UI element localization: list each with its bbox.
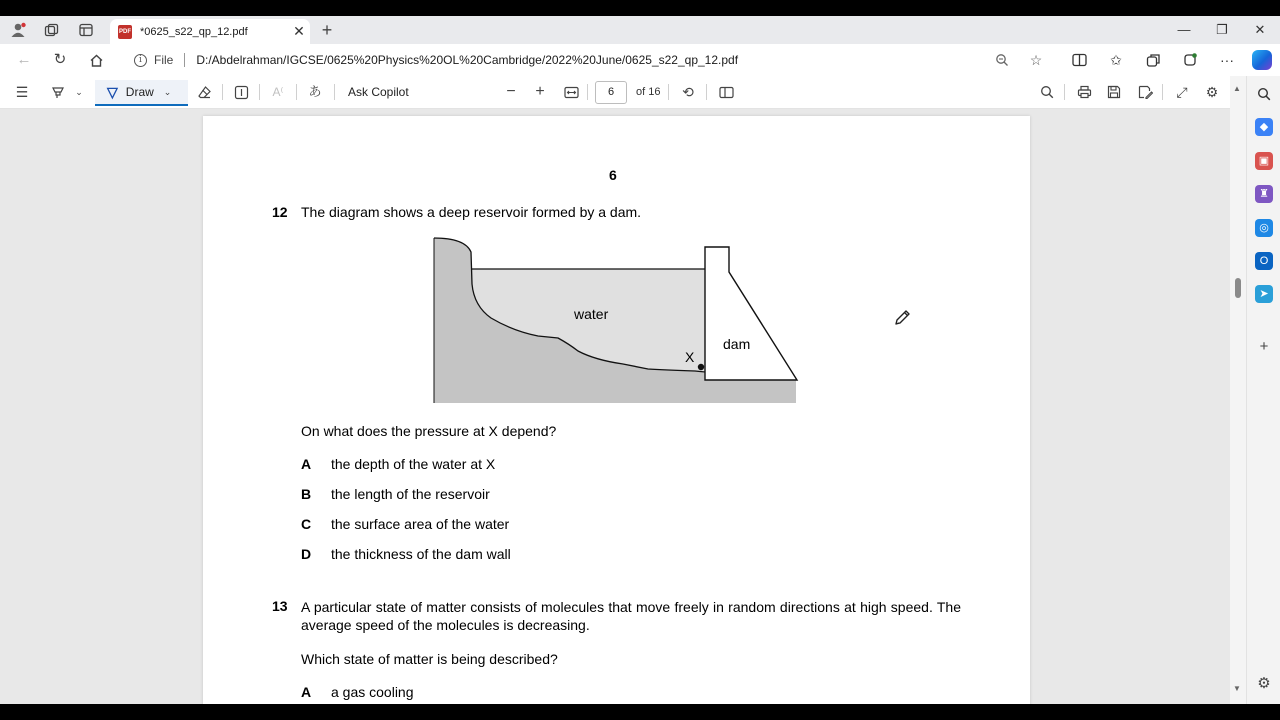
dam-shape bbox=[705, 247, 797, 380]
question-12-prompt: On what does the pressure at X depend? bbox=[301, 423, 557, 439]
toolbar-divider bbox=[1064, 84, 1065, 100]
pen-icon: ▽ bbox=[107, 83, 118, 100]
translate-icon[interactable]: あ bbox=[308, 84, 322, 99]
toolbar-divider bbox=[1162, 84, 1163, 100]
print-icon[interactable] bbox=[1074, 83, 1094, 101]
question-12-number: 12 bbox=[272, 204, 288, 220]
minimize-button[interactable]: — bbox=[1177, 22, 1191, 37]
tools-icon[interactable]: ▣ bbox=[1255, 152, 1273, 170]
read-aloud-icon: A⁽ bbox=[272, 85, 284, 99]
option-b-letter: B bbox=[301, 486, 312, 502]
save-as-icon[interactable] bbox=[1135, 83, 1155, 101]
text-box-icon[interactable] bbox=[231, 83, 251, 101]
option-a-text: the depth of the water at X bbox=[331, 456, 496, 472]
point-x-label: X bbox=[685, 349, 695, 365]
refresh-icon[interactable]: ↻ bbox=[53, 51, 67, 68]
option-d-letter: D bbox=[301, 546, 312, 562]
close-window-button[interactable]: ✕ bbox=[1254, 22, 1266, 37]
question-13-text: A particular state of matter consists of molecules that move freely in random directions at high speed. The average speed of the molecules is decreasing. bbox=[301, 599, 961, 633]
maximize-button[interactable]: ❐ bbox=[1216, 22, 1228, 37]
page-view-icon[interactable] bbox=[715, 83, 737, 101]
page-number: 6 bbox=[609, 167, 617, 183]
split-screen-icon[interactable] bbox=[1068, 50, 1090, 70]
sidebar-settings-icon[interactable]: ⚙ bbox=[1257, 675, 1271, 692]
dam-label: dam bbox=[723, 336, 751, 352]
tab-strip bbox=[0, 16, 1280, 44]
pen-cursor-icon bbox=[892, 308, 914, 330]
toolbar-divider bbox=[259, 84, 260, 100]
option-c-text: the surface area of the water bbox=[331, 516, 510, 532]
outlook-icon[interactable]: O bbox=[1255, 252, 1273, 270]
zoom-in-icon[interactable]: + bbox=[535, 83, 545, 100]
workspaces-icon[interactable] bbox=[42, 22, 60, 38]
zoom-out-icon[interactable]: − bbox=[506, 83, 516, 100]
toolbar-divider bbox=[706, 84, 707, 100]
draw-button[interactable] bbox=[95, 80, 188, 106]
extensions-icon[interactable] bbox=[1179, 50, 1201, 70]
scheme-label: File bbox=[154, 53, 174, 67]
fullscreen-icon[interactable]: ⤢ bbox=[1176, 84, 1188, 100]
back-arrow-icon[interactable]: ← bbox=[16, 51, 32, 68]
shopping-tag-icon[interactable]: ◆ bbox=[1255, 118, 1273, 136]
letterbox-top bbox=[0, 0, 1280, 16]
fit-page-icon[interactable] bbox=[560, 83, 582, 101]
info-icon[interactable]: i bbox=[134, 54, 147, 67]
collections-icon[interactable] bbox=[1142, 50, 1164, 70]
settings-icon[interactable]: ⚙ bbox=[1205, 84, 1219, 100]
draw-label: Draw bbox=[125, 85, 154, 99]
star-icon[interactable]: ☆ bbox=[1029, 52, 1043, 68]
vertical-scrollbar[interactable] bbox=[1230, 76, 1246, 704]
toolbar-divider bbox=[296, 84, 297, 100]
new-tab-button[interactable]: + bbox=[321, 20, 333, 40]
pdf-toolbar bbox=[0, 76, 1246, 109]
chevron-down-icon[interactable]: ⌄ bbox=[163, 86, 172, 97]
copilot-icon[interactable] bbox=[1252, 50, 1272, 70]
scroll-up-icon[interactable]: ▲ bbox=[1233, 84, 1241, 93]
question-12-text: The diagram shows a deep reservoir formed by a dam. bbox=[301, 204, 642, 220]
save-icon[interactable] bbox=[1104, 83, 1124, 101]
highlight-icon[interactable] bbox=[48, 83, 68, 101]
toolbar-divider bbox=[222, 84, 223, 100]
edge-sidebar bbox=[1246, 76, 1280, 704]
tab-title: *0625_s22_qp_12.pdf bbox=[140, 25, 248, 38]
add-sidebar-app-icon[interactable]: + bbox=[1259, 338, 1269, 355]
more-icon[interactable]: ··· bbox=[1220, 52, 1234, 68]
home-icon[interactable] bbox=[84, 50, 108, 70]
water-label: water bbox=[574, 306, 609, 322]
sidebar-search-icon[interactable] bbox=[1254, 84, 1274, 104]
url-text[interactable]: D:/Abdelrahman/IGCSE/0625%20Physics%20OL%20Cambridge/2022%20June/0625_s22_qp_12.pdf bbox=[196, 53, 739, 67]
q13-option-a-letter: A bbox=[301, 684, 312, 700]
option-b-text: the length of the reservoir bbox=[331, 486, 490, 502]
search-icon[interactable] bbox=[1037, 83, 1057, 101]
microsoft-365-icon[interactable]: ◎ bbox=[1255, 219, 1273, 237]
tab-actions-icon[interactable] bbox=[77, 22, 95, 38]
scrollbar-thumb[interactable] bbox=[1235, 278, 1241, 298]
reservoir-dam-diagram bbox=[433, 236, 799, 406]
contents-icon[interactable]: ☰ bbox=[15, 84, 29, 100]
tab-close-icon[interactable]: ✕ bbox=[293, 23, 305, 39]
question-13-prompt: Which state of matter is being described? bbox=[301, 651, 558, 667]
toolbar-divider bbox=[334, 84, 335, 100]
profile-icon[interactable] bbox=[9, 22, 27, 38]
toolbar-divider bbox=[668, 84, 669, 100]
zoom-icon[interactable] bbox=[991, 50, 1013, 70]
pdf-page bbox=[203, 116, 1030, 716]
telegram-icon[interactable]: ➤ bbox=[1255, 285, 1273, 303]
scroll-down-icon[interactable]: ▼ bbox=[1233, 684, 1241, 693]
rotate-icon[interactable]: ⟲ bbox=[682, 84, 694, 100]
favorites-icon[interactable]: ✩ bbox=[1110, 52, 1122, 68]
page-total: of 16 bbox=[636, 86, 661, 98]
q13-option-a-text: a gas cooling bbox=[331, 684, 414, 700]
ask-copilot-button[interactable]: Ask Copilot bbox=[348, 85, 409, 99]
games-icon[interactable]: ♜ bbox=[1255, 185, 1273, 203]
address-bar bbox=[0, 44, 1280, 76]
page-number-input[interactable]: 6 bbox=[595, 81, 627, 104]
pdf-file-icon: PDF bbox=[118, 25, 132, 39]
tab-active[interactable] bbox=[110, 19, 310, 44]
option-a-letter: A bbox=[301, 456, 312, 472]
url-field[interactable] bbox=[126, 48, 1058, 72]
point-x-marker bbox=[698, 364, 704, 370]
highlight-chevron-icon[interactable]: ⌄ bbox=[75, 87, 83, 97]
option-c-letter: C bbox=[301, 516, 312, 532]
question-13-number: 13 bbox=[272, 598, 288, 614]
toolbar-divider bbox=[587, 84, 588, 100]
eraser-icon[interactable] bbox=[194, 83, 214, 101]
url-separator bbox=[184, 53, 185, 67]
option-d-text: the thickness of the dam wall bbox=[331, 546, 511, 562]
letterbox-bottom bbox=[0, 704, 1280, 720]
